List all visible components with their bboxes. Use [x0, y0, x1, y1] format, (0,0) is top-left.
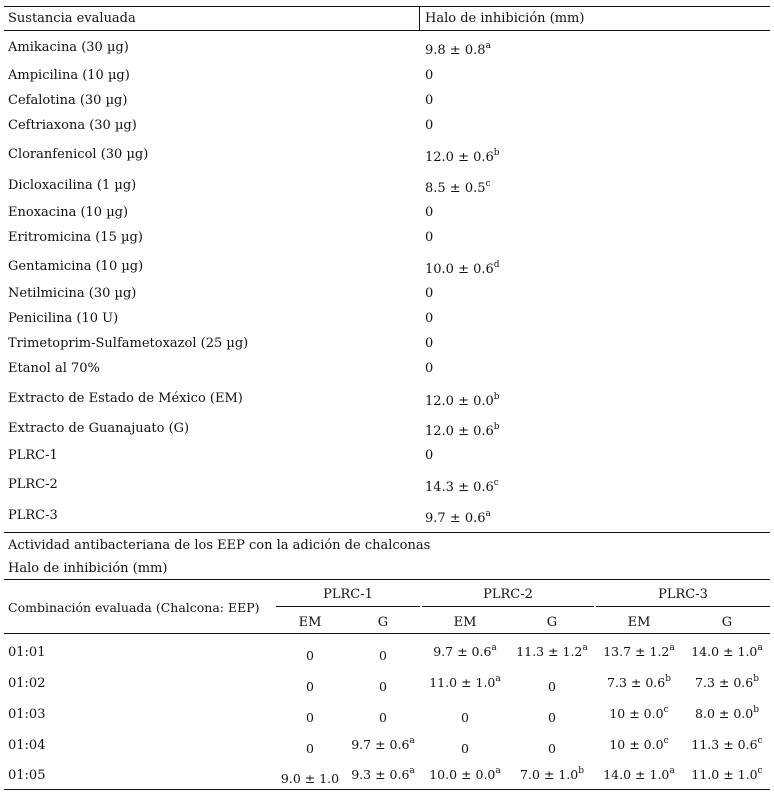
halo-value: 0	[425, 311, 434, 326]
table2-cell	[346, 650, 420, 663]
halo-value: 9.7 ± 0.6	[433, 644, 492, 659]
table1-row-substance: Etanol al 70%	[8, 361, 100, 376]
halo-value: 9.7 ± 0.6	[425, 511, 486, 526]
significance-letter: a	[409, 736, 415, 746]
section-title: Actividad antibacteriana de los EEP con la adición de chalconas	[8, 538, 431, 553]
halo-value: 12.0 ± 0.0	[425, 394, 494, 409]
halo-value: 0	[425, 286, 434, 301]
halo-value: 0	[379, 679, 387, 694]
table2-cell	[684, 643, 770, 659]
table2-cell	[276, 681, 344, 694]
table1-row-halo	[425, 206, 433, 219]
significance-letter: a	[495, 766, 501, 776]
significance-letter: a	[485, 509, 491, 519]
significance-letter: b	[493, 422, 500, 432]
halo-value: 7.3 ± 0.6	[695, 675, 754, 690]
significance-letter: a	[757, 643, 763, 653]
halo-value: 0	[306, 710, 314, 725]
table2-cell	[276, 743, 344, 756]
table1-row-substance: Amikacina (30 µg)	[8, 40, 129, 55]
halo-value: 9.7 ± 0.6	[351, 737, 410, 752]
table1-row-substance: Trimetoprim-Sulfametoxazol (25 µg)	[8, 336, 249, 351]
table1-column-divider	[419, 6, 420, 30]
table1-row-halo	[425, 231, 433, 244]
table2-cell	[510, 712, 594, 725]
significance-letter: a	[669, 643, 675, 653]
significance-letter: b	[753, 705, 759, 715]
table2-cell	[346, 681, 420, 694]
table1-row-halo	[425, 94, 433, 107]
halo-value: 0	[379, 648, 387, 663]
table1-row-substance: Netilmicina (30 µg)	[8, 286, 137, 301]
halo-value: 0	[425, 336, 434, 351]
halo-value: 0	[461, 741, 469, 756]
halo-value: 11.0 ± 1.0	[691, 767, 758, 782]
halo-value: 14.3 ± 0.6	[425, 480, 494, 495]
significance-letter: a	[495, 674, 501, 684]
table1-row-halo	[425, 287, 433, 300]
halo-value: 9.0 ± 1.0	[280, 771, 340, 786]
table2-row-label: 01:05	[8, 768, 46, 783]
table2-group-plrc2: PLRC-2	[483, 587, 533, 602]
halo-value: 9.8 ± 0.8	[425, 43, 486, 58]
halo-value: 11.0 ± 1.0	[429, 675, 496, 690]
significance-letter: b	[578, 766, 584, 776]
table1-row-substance: PLRC-1	[8, 448, 58, 463]
table1-row-substance: PLRC-2	[8, 477, 58, 492]
table1-row-substance: Dicloxacilina (1 µg)	[8, 178, 137, 193]
halo-value: 14.0 ± 1.0	[691, 644, 758, 659]
table1-row-halo	[425, 392, 500, 409]
table1-row-substance: Eritromicina (15 µg)	[8, 230, 143, 245]
table1-row-substance: Ceftriaxona (30 µg)	[8, 118, 137, 133]
table2-row-header: Combinación evaluada (Chalcona: EEP)	[8, 600, 260, 615]
significance-letter: a	[485, 41, 491, 51]
table1-row-halo	[425, 362, 433, 375]
halo-value: 0	[425, 93, 434, 108]
table2-cell	[422, 643, 508, 659]
halo-value: 0	[425, 361, 434, 376]
table2-cell	[684, 736, 770, 752]
halo-value: 8.5 ± 0.5	[425, 181, 486, 196]
significance-letter: b	[665, 674, 671, 684]
table2-sub-em-3: EM	[627, 615, 651, 630]
halo-value: 12.0 ± 0.6	[425, 424, 494, 439]
halo-value: 10.0 ± 0.6	[425, 262, 494, 277]
table1-row-substance: Extracto de Guanajuato (G)	[8, 421, 190, 436]
section-subtitle: Halo de inhibición (mm)	[8, 561, 168, 576]
table2-cell	[422, 766, 508, 782]
table2-cell	[422, 712, 508, 725]
halo-value: 13.7 ± 1.2	[603, 644, 670, 659]
table1-row-halo	[425, 478, 499, 495]
table1-row-halo	[425, 509, 491, 526]
table1-row-halo	[425, 449, 433, 462]
table2-cell	[684, 705, 770, 721]
table1-top-rule	[4, 6, 770, 7]
table1-row-substance: Ampicilina (10 µg)	[8, 68, 130, 83]
halo-value: 0	[379, 710, 387, 725]
table1-row-halo	[425, 148, 500, 165]
significance-letter: c	[485, 179, 491, 189]
halo-value: 0	[425, 448, 434, 463]
halo-value: 0	[425, 68, 434, 83]
table2-top-rule	[4, 579, 770, 580]
table2-cell	[276, 773, 344, 786]
significance-letter: c	[663, 705, 669, 715]
table2-row-label: 01:01	[8, 645, 46, 660]
table1-header-substance: Sustancia evaluada	[8, 11, 136, 26]
table2-cell	[596, 705, 682, 721]
table2-cell	[346, 766, 420, 782]
table1-row-substance: Enoxacina (10 µg)	[8, 205, 129, 220]
significance-letter: c	[757, 736, 763, 746]
table1-row-substance: PLRC-3	[8, 508, 58, 523]
significance-letter: c	[663, 736, 669, 746]
halo-value: 10 ± 0.0	[609, 706, 664, 721]
halo-value: 0	[306, 648, 314, 663]
table2-sub-em-2: EM	[453, 615, 477, 630]
table2-cell	[510, 643, 594, 659]
table2-cell	[346, 736, 420, 752]
table1-row-halo	[425, 312, 433, 325]
table2-cell	[276, 712, 344, 725]
table1-row-halo	[425, 41, 491, 58]
table2-cell	[510, 681, 594, 694]
table2-group-underline-1	[276, 606, 420, 607]
table1-row-halo	[425, 179, 491, 196]
table1-row-halo	[425, 337, 433, 350]
table2-cell	[596, 643, 682, 659]
table2-bottom-rule	[4, 789, 770, 790]
table1-row-halo	[425, 119, 433, 132]
table1-bottom-rule	[4, 532, 770, 533]
table2-cell	[684, 766, 770, 782]
significance-letter: c	[493, 478, 499, 488]
halo-value: 10.0 ± 0.0	[429, 767, 496, 782]
table1-header-halo: Halo de inhibición (mm)	[425, 11, 585, 26]
halo-value: 0	[548, 741, 556, 756]
halo-value: 0	[425, 118, 434, 133]
table2-group-underline-2	[422, 606, 594, 607]
halo-value: 0	[306, 741, 314, 756]
table2-cell	[346, 712, 420, 725]
significance-letter: a	[409, 766, 415, 776]
table2-sub-g-2: G	[546, 615, 558, 630]
significance-letter: d	[493, 260, 500, 270]
table2-row-label: 01:03	[8, 707, 46, 722]
table1-row-substance: Penicilina (10 U)	[8, 311, 119, 326]
table2-group-plrc3: PLRC-3	[658, 587, 708, 602]
table2-cell	[422, 674, 508, 690]
table2-cell	[422, 743, 508, 756]
table2-header-rule	[4, 633, 770, 634]
table1-row-substance: Cloranfenicol (30 µg)	[8, 147, 149, 162]
table2-group-underline-3	[596, 606, 770, 607]
halo-value: 0	[425, 205, 434, 220]
table1-row-halo	[425, 422, 500, 439]
significance-letter: b	[493, 392, 500, 402]
table2-group-plrc1: PLRC-1	[323, 587, 373, 602]
significance-letter: a	[669, 766, 675, 776]
halo-value: 0	[548, 679, 556, 694]
table2-sub-g-1: G	[377, 615, 389, 630]
halo-value: 7.3 ± 0.6	[607, 675, 666, 690]
halo-value: 0	[306, 679, 314, 694]
halo-value: 11.3 ± 1.2	[516, 644, 583, 659]
table1-row-halo	[425, 69, 433, 82]
halo-value: 11.3 ± 0.6	[691, 737, 758, 752]
halo-value: 9.3 ± 0.6	[351, 767, 410, 782]
halo-value: 8.0 ± 0.0	[695, 706, 754, 721]
table2-sub-g-3: G	[721, 615, 733, 630]
table1-row-substance: Gentamicina (10 µg)	[8, 259, 144, 274]
table1-row-substance: Extracto de Estado de México (EM)	[8, 391, 243, 406]
halo-value: 0	[548, 710, 556, 725]
table1-header-rule	[4, 30, 770, 31]
halo-value: 7.0 ± 1.0	[520, 767, 579, 782]
significance-letter: a	[582, 643, 588, 653]
table1-row-halo	[425, 260, 500, 277]
table1-row-substance: Cefalotina (30 µg)	[8, 93, 128, 108]
table2-cell	[276, 650, 344, 663]
table2-cell	[596, 766, 682, 782]
halo-value: 10 ± 0.0	[609, 737, 664, 752]
table2-cell	[684, 674, 770, 690]
significance-letter: a	[491, 643, 497, 653]
halo-value: 14.0 ± 1.0	[603, 767, 670, 782]
table2-cell	[596, 674, 682, 690]
significance-letter: c	[757, 766, 763, 776]
table2-row-label: 01:02	[8, 676, 46, 691]
table2-cell	[510, 766, 594, 782]
table2-sub-em-1: EM	[298, 615, 322, 630]
table2-row-label: 01:04	[8, 738, 46, 753]
halo-value: 12.0 ± 0.6	[425, 150, 494, 165]
significance-letter: b	[753, 674, 759, 684]
table2-cell	[596, 736, 682, 752]
halo-value: 0	[461, 710, 469, 725]
significance-letter: b	[493, 148, 500, 158]
halo-value: 0	[425, 230, 434, 245]
table2-cell	[510, 743, 594, 756]
